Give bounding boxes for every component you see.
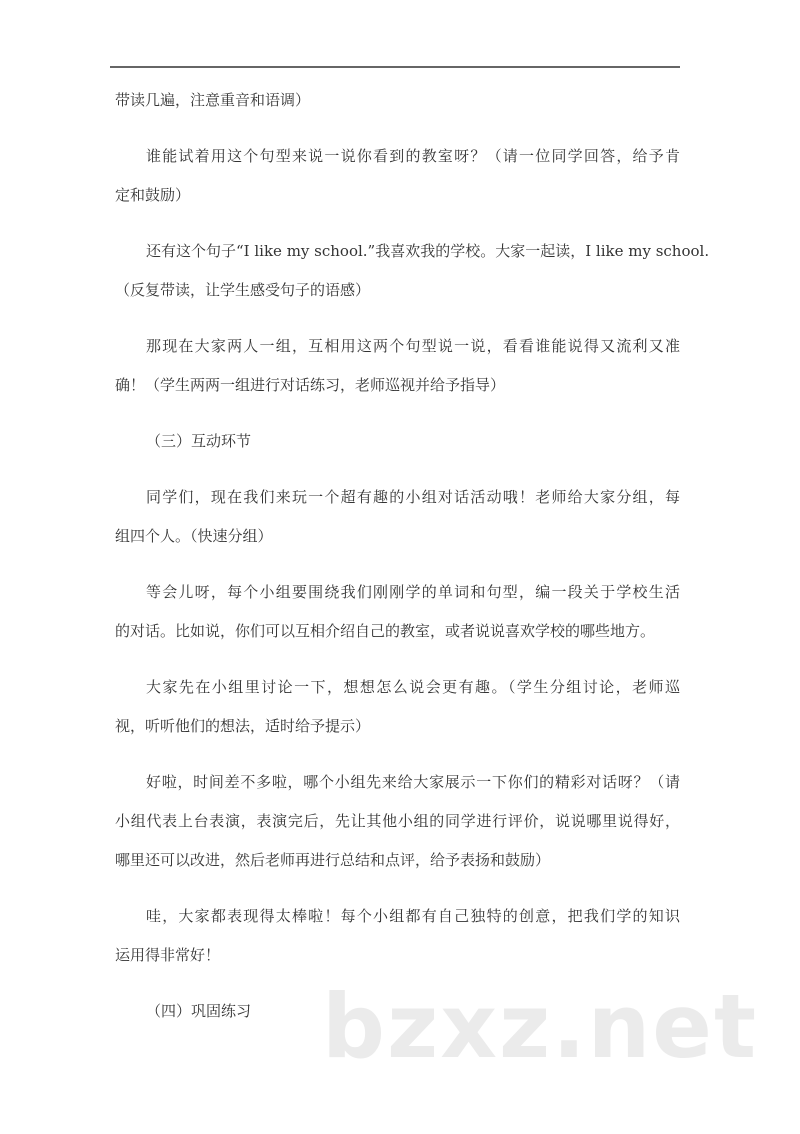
paragraph-line: 哪里还可以改进，然后老师再进行总结和点评，给予表扬和鼓励） — [115, 851, 551, 869]
paragraph — [115, 770, 680, 887]
paragraph-line: 定和鼓励） — [115, 186, 191, 204]
paragraph-line: 的对话。比如说，你们可以互相介绍自己的教室，或者说说喜欢学校的哪些地方。 — [115, 622, 656, 640]
paragraph-line: 组四个人。（快速分组） — [115, 527, 273, 545]
paragraph — [115, 675, 680, 753]
paragraph-line: 大家先在小组里讨论一下，想想怎么说会更有趣。（学生分组讨论，老师巡 — [146, 678, 680, 696]
paragraph-line: 那现在大家两人一组，互相用这两个句型说一说，看看谁能说得又流利又准 — [146, 337, 680, 355]
paragraph-line: （反复带读，让学生感受句子的语感） — [115, 281, 371, 299]
paragraph-line: 视，听听他们的想法，适时给予提示） — [115, 717, 371, 735]
paragraph-line: 哇，大家都表现得太棒啦！每个小组都有自己独特的创意，把我们学的知识 — [146, 907, 680, 925]
paragraph-line: 还有这个句子“I like my school.”我喜欢我的学校。大家一起读，I like my school. — [146, 242, 710, 260]
watermark: bzxz.net — [322, 975, 759, 1078]
paragraph-line: 同学们，现在我们来玩一个超有趣的小组对话活动哦！老师给大家分组，每 — [146, 488, 680, 506]
paragraph-line: （四）巩固练习 — [146, 1002, 252, 1020]
paragraph-line: （三）互动环节 — [146, 432, 252, 450]
paragraph-line: 好啦，时间差不多啦，哪个小组先来给大家展示一下你们的精彩对话呀？（请 — [146, 773, 680, 791]
paragraph — [115, 580, 680, 658]
paragraph-line: 等会儿呀，每个小组要围绕我们刚刚学的单词和句型，编一段关于学校生活 — [146, 583, 680, 601]
paragraph — [115, 88, 680, 127]
paragraph-line: 谁能试着用这个句型来说一说你看到的教室呀？（请一位同学回答，给予肯 — [146, 147, 680, 165]
paragraph — [115, 144, 680, 222]
paragraph-line: 运用得非常好！ — [115, 946, 221, 964]
paragraph — [115, 239, 710, 317]
paragraph — [115, 485, 680, 563]
paragraph-line: 带读几遍，注意重音和语调） — [115, 91, 311, 109]
paragraph — [115, 904, 680, 982]
paragraph-line: 确！（学生两两一组进行对话练习，老师巡视并给予指导） — [115, 376, 506, 394]
header-rule — [110, 66, 680, 68]
paragraph — [115, 334, 680, 412]
paragraph-line: 小组代表上台表演，表演完后，先让其他小组的同学进行评价，说说哪里说得好， — [115, 812, 680, 830]
document-body — [115, 88, 710, 1055]
paragraph — [115, 429, 680, 468]
